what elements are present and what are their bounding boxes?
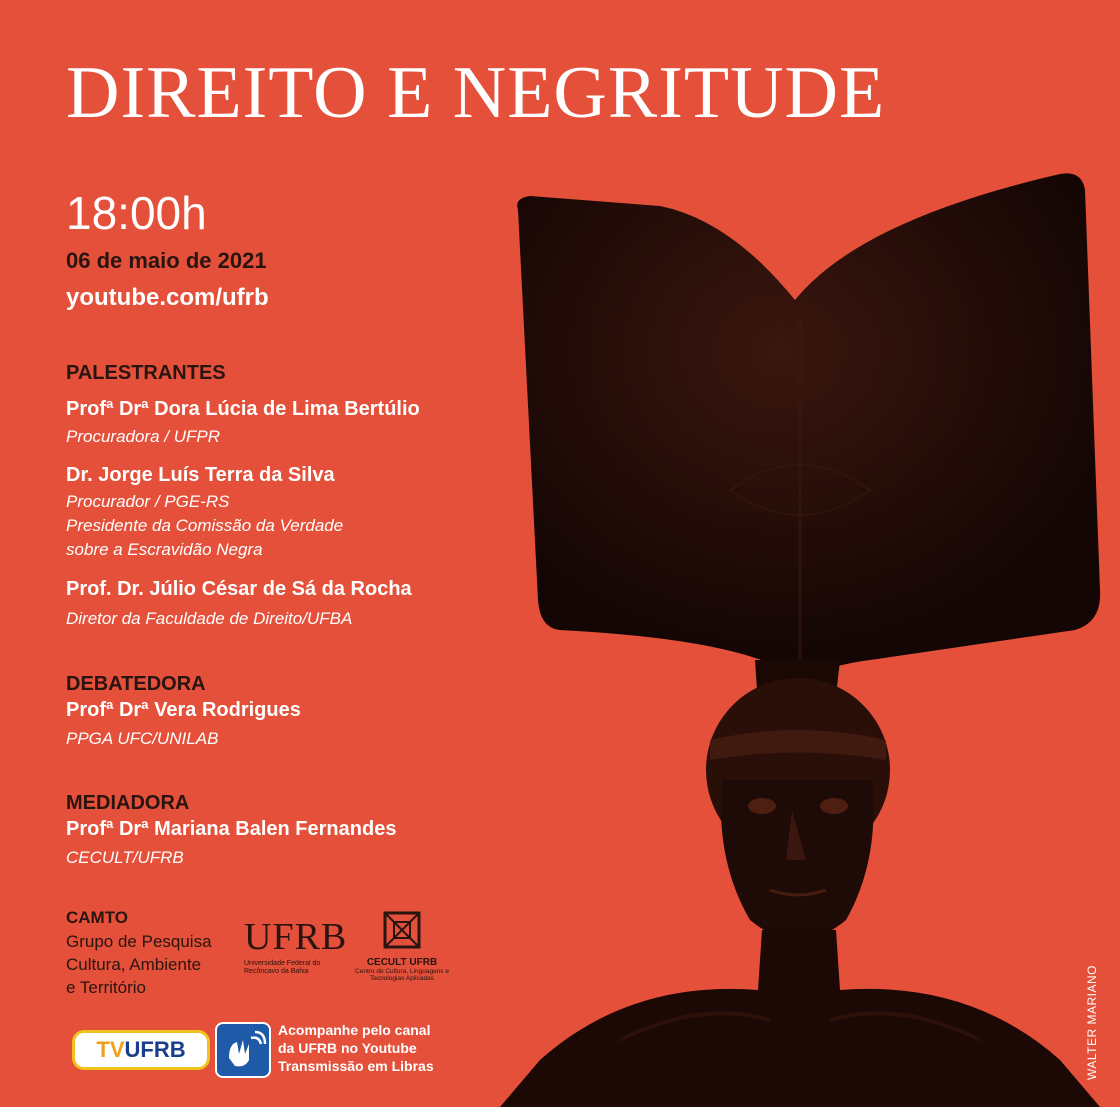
tv-ufrb-badge bbox=[72, 1030, 210, 1070]
cecult-logo-name: CECULT UFRB bbox=[366, 957, 438, 968]
youtube-link[interactable]: youtube.com/ufrb bbox=[66, 284, 269, 311]
speaker-name: Profª Drª Dora Lúcia de Lima Bertúlio bbox=[66, 398, 420, 420]
debatedora-name: Profª Drª Vera Rodrigues bbox=[66, 699, 301, 721]
accompany-line: da UFRB no Youtube bbox=[278, 1040, 417, 1056]
camto-line: Grupo de Pesquisa bbox=[66, 932, 212, 951]
speaker-role: Diretor da Faculdade de Direito/UFBA bbox=[66, 609, 353, 628]
section-heading-debatedora: DEBATEDORA bbox=[66, 673, 206, 695]
section-heading-palestrantes: PALESTRANTES bbox=[66, 362, 226, 384]
photo-credit: WALTER MARIANO bbox=[1085, 964, 1099, 1080]
cecult-logo-subtitle: Centro de Cultura, Linguagens e Tecnologias Aplicadas bbox=[355, 968, 449, 983]
ufrb-logo-mark: UFRB bbox=[244, 916, 348, 958]
tv-badge-tv: TV bbox=[96, 1037, 125, 1062]
camto-line: e Território bbox=[66, 978, 146, 997]
speaker-name: Dr. Jorge Luís Terra da Silva bbox=[66, 464, 335, 486]
section-heading-mediadora: MEDIADORA bbox=[66, 792, 190, 814]
ufrb-logo-subtitle: Universidade Federal do Recôncavo da Bahia bbox=[244, 960, 321, 976]
camto-line: Cultura, Ambiente bbox=[66, 955, 202, 974]
event-time: 18:00h bbox=[66, 187, 207, 239]
accompany-line: Acompanhe pelo canal bbox=[278, 1022, 431, 1038]
speaker-name: Prof. Dr. Júlio César de Sá da Rocha bbox=[66, 578, 412, 600]
speaker-role: Procurador / PGE-RS bbox=[66, 492, 230, 511]
speaker-role: Presidente da Comissão da Verdade bbox=[66, 516, 344, 535]
accompany-line: Transmissão em Libras bbox=[278, 1058, 434, 1074]
mediadora-name: Profª Drª Mariana Balen Fernandes bbox=[66, 818, 397, 840]
camto-title: CAMTO bbox=[66, 908, 129, 927]
speaker-role: Procuradora / UFPR bbox=[66, 427, 220, 446]
debatedora-role: PPGA UFC/UNILAB bbox=[66, 729, 219, 748]
tv-badge-ufrb: UFRB bbox=[124, 1037, 186, 1062]
event-title: DIREITO E NEGRITUDE bbox=[66, 52, 886, 134]
cecult-pattern-icon bbox=[382, 910, 422, 950]
cecult-logo bbox=[352, 910, 452, 983]
speaker-role: sobre a Escravidão Negra bbox=[66, 540, 263, 559]
statue-image bbox=[500, 160, 1120, 1107]
ufrb-logo bbox=[244, 916, 348, 977]
event-date: 06 de maio de 2021 bbox=[66, 248, 267, 273]
mediadora-role: CECULT/UFRB bbox=[66, 848, 184, 867]
libras-hands-icon bbox=[215, 1022, 271, 1078]
